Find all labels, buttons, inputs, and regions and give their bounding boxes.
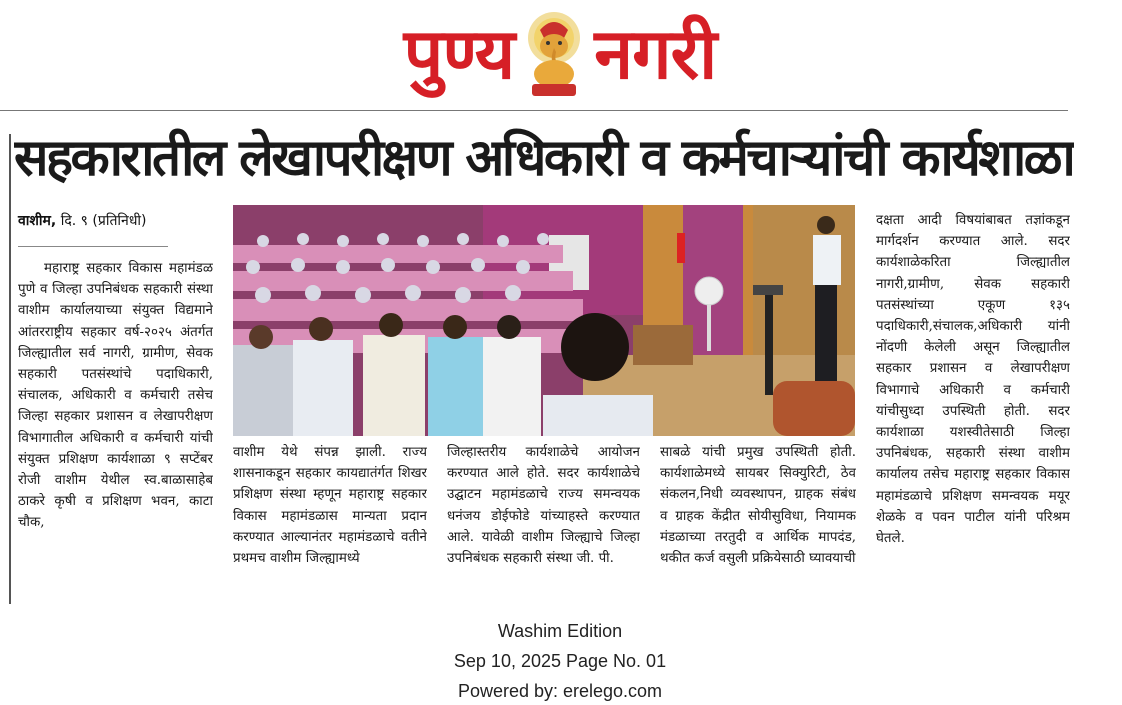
workshop-photo-illustration <box>233 205 855 436</box>
dateline <box>18 212 223 230</box>
masthead-divider <box>0 110 1068 111</box>
footer-edition: Washim Edition <box>497 621 623 641</box>
ganesha-emblem-icon <box>518 8 590 100</box>
masthead-title-right: नगरी <box>594 13 717 95</box>
article-column-2: वाशीम येथे संपन्न झाली. राज्य शासनाकडून सहकार कायद्यातंर्गत शिखर प्रशिक्षण संस्था म्हणून महाराष्ट्र सहकार विकास महामंडळास मान्यता प्रदान करण्यात आल्यानंतर महामंडळाचे वतीने प्रथमच वाशीम जिल्ह्यामध्ये <box>233 445 427 567</box>
article-column-3: जिल्हास्तरीय कार्यशाळेचे आयोजन करण्यात आले होते. सदर कार्यशाळेचे उद्घाटन महामंडळाचे राज्य समन्वयक धनंजय डोईफोडे यांच्याहस्ते करण्यात आले. यावेळी वाशीम जिल्ह्याचे जिल्हा उपनिबंधक सहकारी संस्था जी. पी. <box>447 445 640 567</box>
dateline-place: वाशीम, <box>18 213 57 229</box>
workshop-photo <box>233 205 855 436</box>
article-column-1: महाराष्ट्र सहकार विकास महामंडळ पुणे व जिल्हा उपनिबंधक सहकारी संस्था वाशीम कार्यालयाच्या संयुक्त विद्यमाने आंतरराष्ट्रीय सहकार वर्ष-२०२५ अंतर्गत जिल्ह्यातील सर्व नागरी, ग्रामीण, सेवक सहकारी पतसंस्थांचे पदाधिकारी, संचालक, अधिकारी व कर्मचारी तसेच जिल्हा सहकार प्रशासन व लेखापरीक्षण विभागातील अधिकारी व कर्मचारी यांची संयुक्त प्रशिक्षण कार्यशाळा ९ सप्टेंबर रोजी वाशीम येथील स्व.बाळासाहेब ठाकरे कृषी व प्रशिक्षण भवन, काटा चौक, <box>18 261 213 531</box>
footer-date-page: Sep 10, 2025 Page No. 01 <box>453 651 667 671</box>
dateline-divider <box>18 246 168 247</box>
article-headline: सहकारातील लेखापरीक्षण अधिकारी व कर्मचाऱ्यांची कार्यशाळा <box>14 129 1074 188</box>
article-column-5: दक्षता आदी विषयांबाबत तज्ञांकडून मार्गदर्शन करण्यात आले. सदर कार्यशाळेकरिता जिल्ह्यातील नागरी,ग्रामीण, सेवक सहकारी पतसंस्थांच्या एकूण १३५ पदाधिकारी,संचालक,अधिकारी यांनी नोंदणी केलेली असून जिल्ह्यातील सहकार प्रशासन व लेखापरीक्षण विभागाचे अधिकारी व कर्मचारी यांचीसुध्दा उपस्थिती होती. सदर कार्यशाळा यशस्वीतेसाठी जिल्हा उपनिबंधक, सहकारी संस्था वाशीम कार्यालय तसेच महाराष्ट्र सहकार विकास महामंडळाचे प्रशिक्षण समन्वयक मयूर शेळके व पवन पाटील यांनी परिश्रम घेतले. <box>876 213 1070 547</box>
dateline-rest: दि. ९ (प्रतिनिधी) <box>56 213 147 229</box>
footer-powered-by: Powered by: erelego.com <box>457 681 663 701</box>
masthead <box>330 4 790 104</box>
article-column-4: साबळे यांची प्रमुख उपस्थिती होती. कार्यशाळेमध्ये सायबर सिक्युरिटी, ठेव संकलन,निधी व्यवस्थापन, ग्राहक संबंध व ग्राहक केंद्रीत सोयीसुविधा, नियामक मंडळाच्या तरतुदी व आर्थिक मापदंड, थकीत कर्ज वसुली प्रक्रियेसाठी घ्यावयाची <box>660 445 856 567</box>
masthead-title-left: पुण्य <box>403 13 515 95</box>
article-left-rule <box>9 134 11 604</box>
